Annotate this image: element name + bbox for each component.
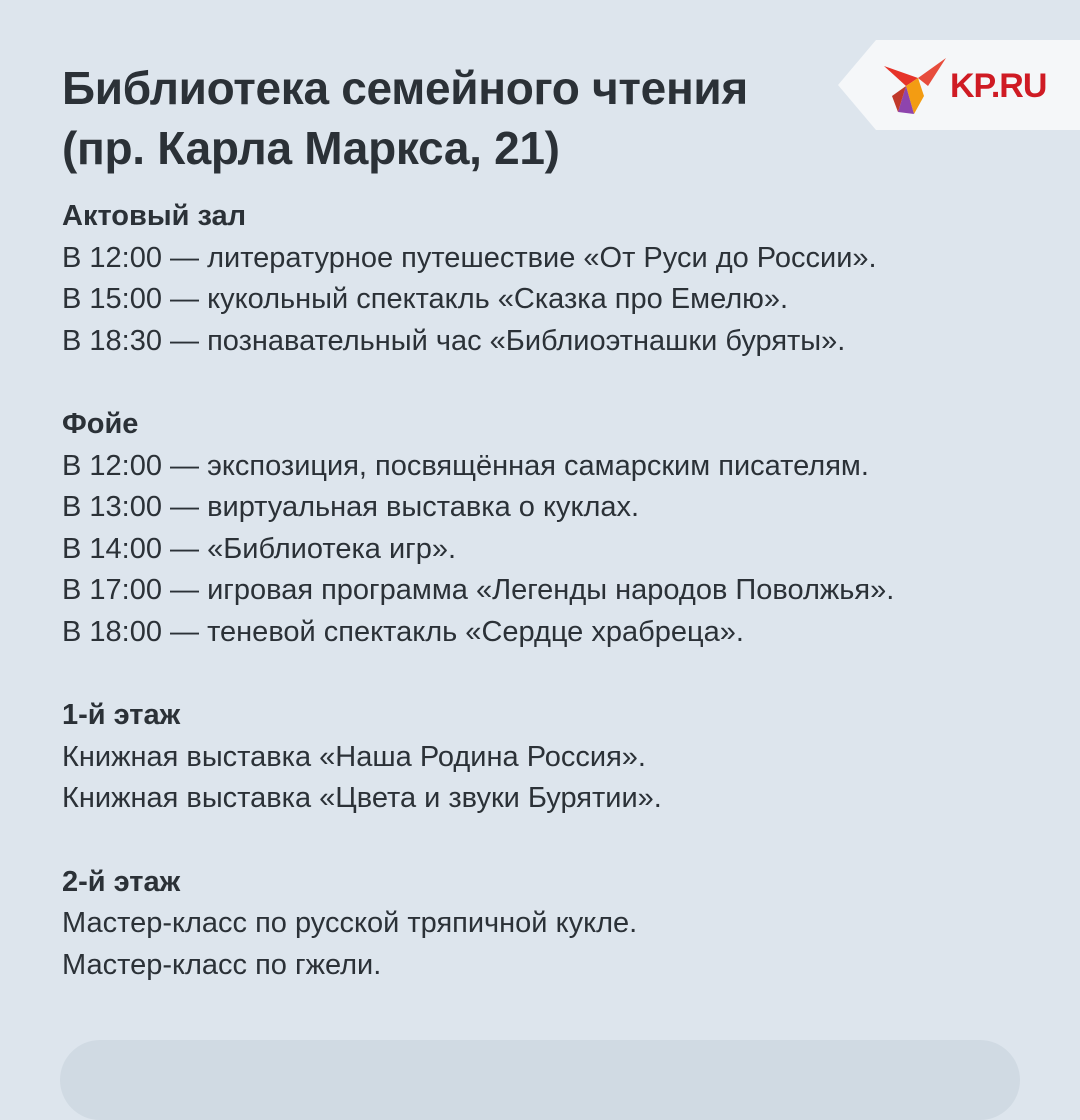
logo-text: KP.RU	[950, 67, 1047, 105]
list-item: Мастер-класс по русской тряпичной кукле.	[62, 907, 638, 940]
list-item: Книжная выставка «Цвета и звуки Бурятии».	[62, 782, 662, 815]
section-foyer	[62, 404, 1052, 654]
schedule	[62, 196, 1052, 1028]
list-item: Книжная выставка «Наша Родина Россия».	[62, 740, 646, 773]
page-title	[62, 58, 822, 178]
section-heading: Фойе	[62, 407, 139, 440]
list-item: В 13:00 — виртуальная выставка о куклах.	[62, 491, 640, 524]
title-line: Библиотека семейного чтения	[62, 62, 748, 114]
list-item: В 12:00 — литературное путешествие «От Руси до России».	[62, 241, 877, 274]
section-second-floor	[62, 862, 1052, 987]
section-heading: 2-й этаж	[62, 865, 181, 898]
list-item: В 18:30 — познавательный час «Библиоэтнашки буряты».	[62, 324, 846, 357]
list-item: В 18:00 — теневой спектакль «Сердце храбреца».	[62, 615, 744, 648]
section-first-floor	[62, 695, 1052, 820]
list-item: В 12:00 — экспозиция, посвящённая самарским писателям.	[62, 449, 869, 482]
kp-bird-icon	[884, 56, 946, 116]
list-item: Мастер-класс по гжели.	[62, 948, 382, 981]
list-item: В 17:00 — игровая программа «Легенды народов Поволжья».	[62, 574, 895, 607]
section-heading: 1-й этаж	[62, 699, 181, 732]
title-line: (пр. Карла Маркса, 21)	[62, 122, 560, 174]
section-heading: Актовый зал	[62, 200, 247, 232]
bottom-card	[60, 1040, 1020, 1120]
list-item: В 14:00 — «Библиотека игр».	[62, 532, 457, 565]
list-item: В 15:00 — кукольный спектакль «Сказка про Емелю».	[62, 283, 789, 316]
section-assembly-hall	[62, 196, 1052, 362]
